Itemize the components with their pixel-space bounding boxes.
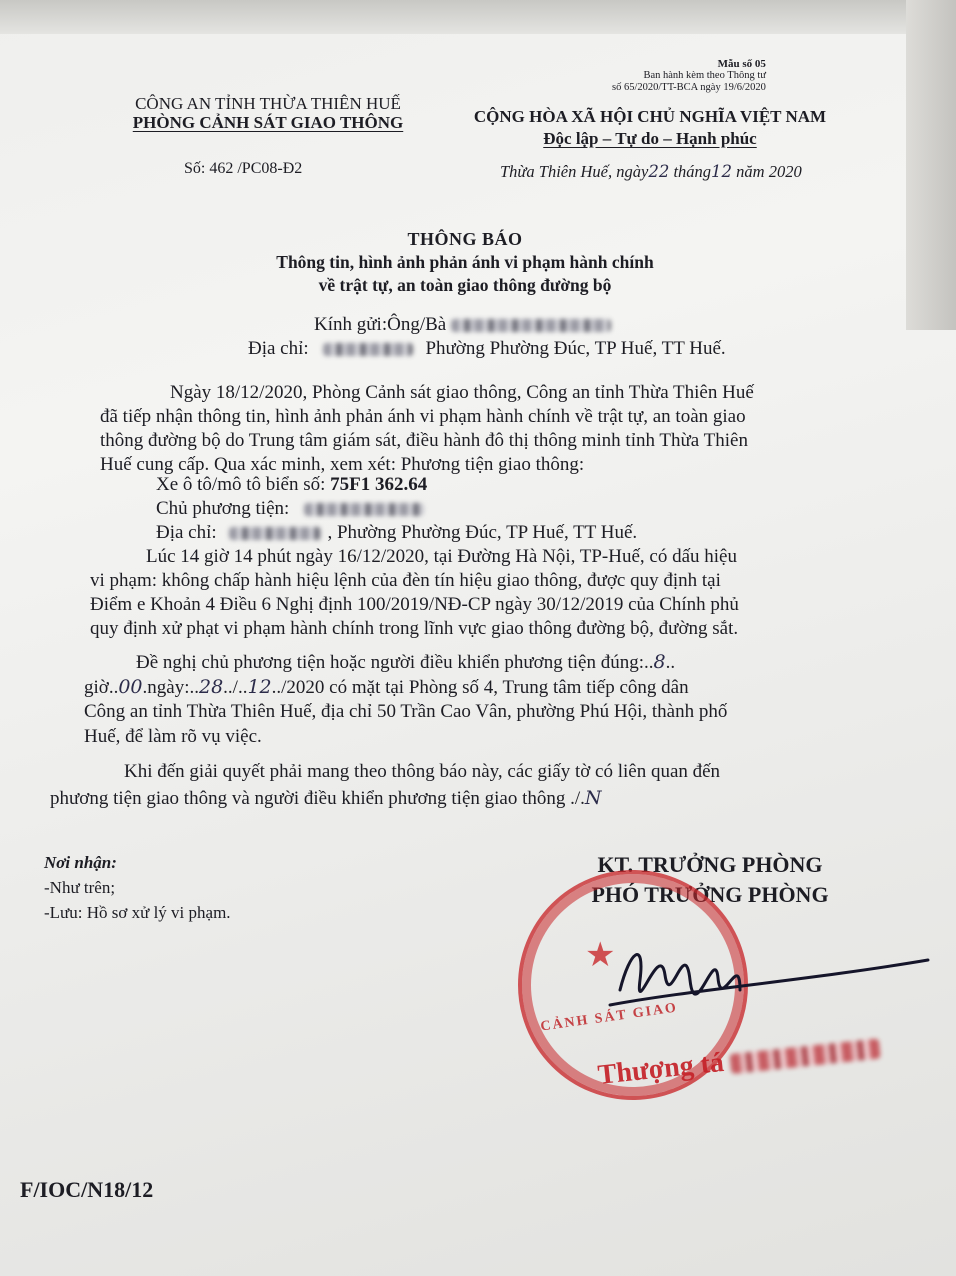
- plate-label: Xe ô tô/mô tô biển số:: [156, 474, 331, 495]
- p1-line2: đã tiếp nhận thông tin, hình ảnh phản ánh vi phạm hành chính về trật tự, an toàn giao: [100, 406, 746, 427]
- owner-label: Chủ phương tiện:: [156, 498, 290, 519]
- p3-month: 12: [247, 676, 272, 698]
- p3-line4: Huế, để làm rõ vụ việc.: [84, 726, 262, 747]
- plate-line: [156, 473, 427, 497]
- rank-label: Thượng tá: [596, 1046, 726, 1091]
- recipients-label: Nơi nhận:: [44, 853, 117, 872]
- form-number: Mẫu số 05: [717, 58, 766, 70]
- greeting-label: Kính gửi:Ông/Bà: [314, 314, 447, 335]
- date-year: năm 2020: [736, 162, 802, 181]
- form-issued-line2: số 65/2020/TT-BCA ngày 19/6/2020: [612, 82, 766, 93]
- address-value: Phường Phường Đúc, TP Huế, TT Huế.: [425, 338, 726, 359]
- date-line: [500, 162, 802, 182]
- p3-l2d: ../2020 có mặt tại Phòng số 4, Trung tâm tiếp công dân: [271, 677, 689, 698]
- plate-value: 75F1 362.64: [330, 474, 428, 495]
- recipients-block: [44, 850, 231, 925]
- p4-l2-text: phương tiện giao thông và người điều khiển phương tiện giao thông ./.: [50, 788, 585, 809]
- recipients-item2: -Lưu: Hồ sơ xử lý vi phạm.: [44, 903, 231, 922]
- form-note: [612, 58, 766, 94]
- p3-line1-text: Đề nghị chủ phương tiện hoặc người điều khiển phương tiện đúng:..: [136, 652, 654, 673]
- recipient-address: [248, 337, 726, 361]
- p3-l2b: .ngày:..: [142, 677, 199, 698]
- p4-line2: [50, 786, 602, 811]
- recipients-item1: -Như trên;: [44, 878, 116, 897]
- date-day: 22: [648, 162, 670, 181]
- stamp-text: CẢNH SÁT GIAO: [539, 1000, 679, 1035]
- p4-line1: Khi đến giải quyết phải mang theo thông báo này, các giấy tờ có liên quan đến: [124, 761, 721, 782]
- redacted-owner: [304, 503, 424, 516]
- p2-line3: Điểm e Khoản 4 Điều 6 Nghị định 100/2019/NĐ-CP ngày 30/12/2019 của Chính phủ: [90, 594, 739, 615]
- document-number: Số: 462 /PC08-Đ2: [184, 160, 303, 177]
- title-sub1: Thông tin, hình ảnh phản ánh vi phạm hành chính: [276, 252, 654, 272]
- p3-l2a: giờ..: [84, 677, 119, 698]
- title-main: THÔNG BÁO: [407, 229, 523, 249]
- p1-line1: Ngày 18/12/2020, Phòng Cảnh sát giao thông, Công an tỉnh Thừa Thiên Huế: [170, 382, 754, 403]
- owner-address-line: [156, 521, 637, 545]
- handwritten-signature: [590, 920, 930, 1040]
- notice-title: [170, 228, 760, 297]
- owner-line: [156, 497, 424, 521]
- agency-line1: CÔNG AN TỈNH THỪA THIÊN HUẾ: [135, 94, 401, 113]
- title-sub2: về trật tự, an toàn giao thông đường bộ: [318, 275, 612, 295]
- signature-line2: PHÓ TRƯỞNG PHÒNG: [591, 882, 829, 907]
- address-label: Địa chỉ:: [248, 338, 309, 359]
- p1-line4: Huế cung cấp. Qua xác minh, xem xét: Phương tiện giao thông:: [100, 454, 585, 475]
- p3-l2c: ../..: [223, 677, 248, 698]
- p3-day: 28: [198, 676, 224, 698]
- redacted-name: [451, 319, 611, 332]
- republic-line1: CỘNG HÒA XÃ HỘI CHỦ NGHĨA VIỆT NAM: [473, 107, 827, 126]
- agency-header: [108, 94, 428, 132]
- republic-line2: Độc lập – Tự do – Hạnh phúc: [543, 129, 757, 148]
- date-month: 12: [711, 162, 733, 181]
- p3-minute: 00: [118, 676, 143, 698]
- signature-line1: KT. TRƯỞNG PHÒNG: [597, 852, 823, 877]
- p4-initials: N: [584, 787, 602, 809]
- footer-code: F/IOC/N18/12: [20, 1177, 154, 1202]
- p3-line2: [84, 675, 689, 700]
- owner-address-label: Địa chỉ:: [156, 522, 217, 543]
- p2-line4: quy định xử phạt vi phạm hành chính trong lĩnh vực giao thông đường bộ, đường sắt.: [90, 618, 739, 639]
- p3-line3: Công an tỉnh Thừa Thiên Huế, địa chỉ 50 Trần Cao Vân, phường Phú Hội, thành phố: [84, 701, 728, 722]
- agency-line2: PHÒNG CẢNH SÁT GIAO THÔNG: [132, 113, 404, 132]
- redacted-officer-name: [730, 1038, 881, 1074]
- p3-hour: 8: [653, 651, 666, 673]
- p2-line1: Lúc 14 giờ 14 phút ngày 16/12/2020, tại Đường Hà Nội, TP-Huế, có dấu hiệu: [146, 546, 737, 567]
- date-month-label: tháng: [673, 162, 712, 181]
- owner-address-value: , Phường Phường Đúc, TP Huế, TT Huế.: [327, 522, 638, 543]
- p1-line3: thông đường bộ do Trung tâm giám sát, điều hành đô thị thông minh tỉnh Thừa Thiên: [100, 430, 748, 451]
- p3-line1: Đề nghị chủ phương tiện hoặc người điều khiển phương tiện đúng:..8..: [136, 651, 676, 673]
- republic-header: [440, 106, 860, 150]
- page-top-edge: [0, 0, 956, 34]
- redacted-owner-address: [229, 527, 321, 540]
- greeting: [314, 313, 611, 337]
- date-prefix: Thừa Thiên Huế, ngày: [500, 162, 649, 181]
- page-right-edge: [906, 0, 956, 330]
- redacted-address: [323, 343, 413, 356]
- stamp-star-icon: ★: [585, 937, 616, 974]
- p2-line2: vi phạm: không chấp hành hiệu lệnh của đèn tín hiệu giao thông, được quy định tại: [90, 570, 721, 591]
- form-issued-line1: Ban hành kèm theo Thông tư: [643, 70, 766, 81]
